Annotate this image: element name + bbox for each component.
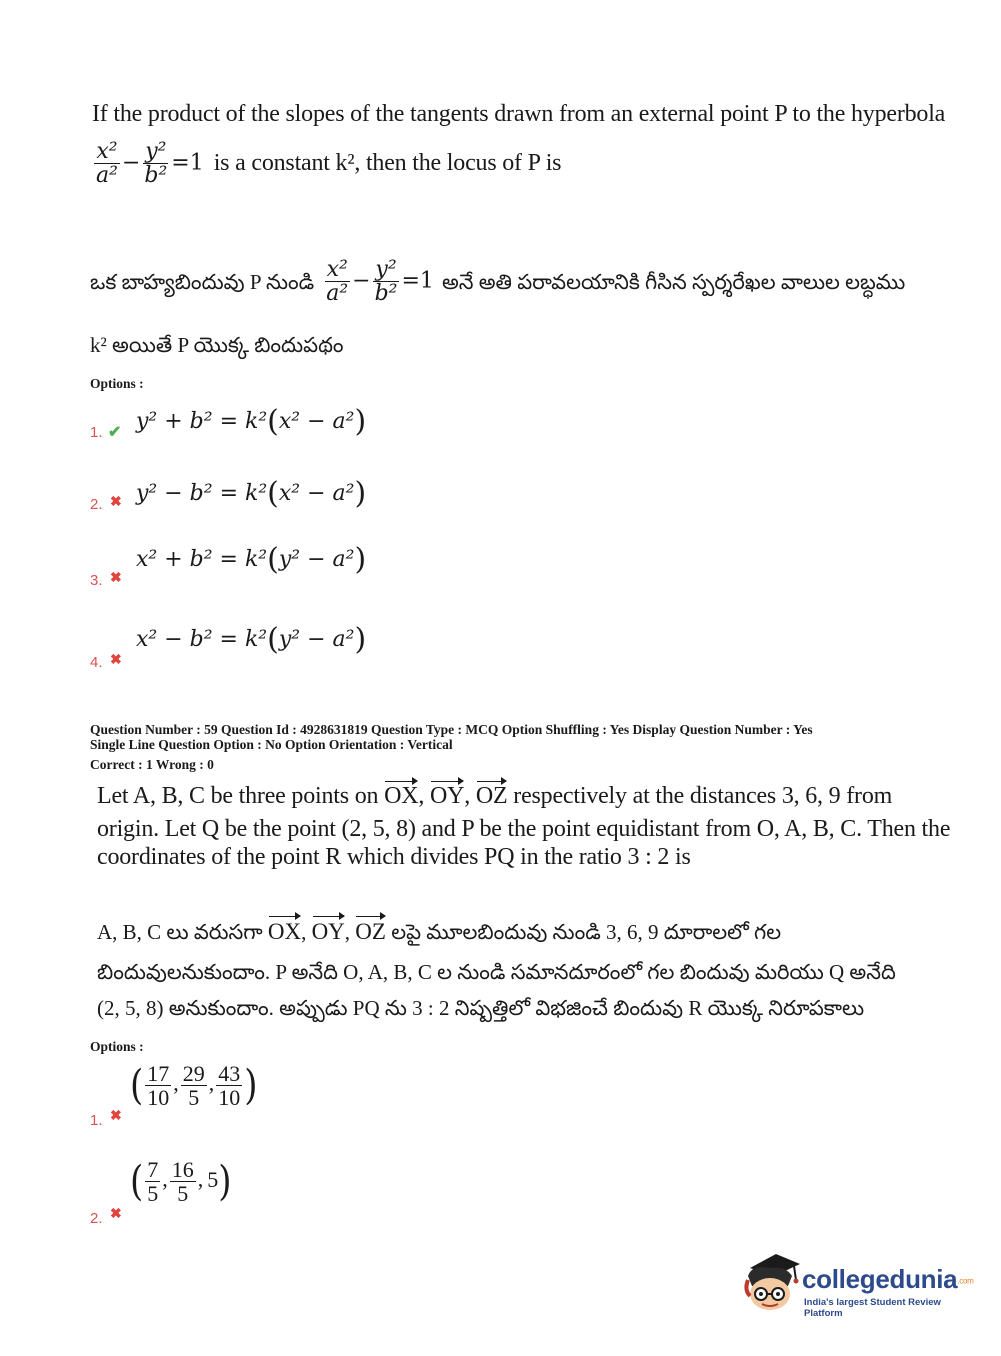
q59-option-2[interactable]: 2. ✖ ( $\frac{7}{5}$ , $\frac{16}{5}$ , 5) <box>90 1157 232 1227</box>
q58-options-label: Options : <box>90 376 144 391</box>
hyperbola-equation: $\frac{\text{x²}}{\text{a²}}$ − $\frac{\text{y²}}{\text{b²}}$ =1 <box>96 139 204 189</box>
q58-text-en-line2 <box>92 140 561 187</box>
q58-text-te-line1: ఒక బాహ్యబిందువు P నుండి $\frac{\text{x²}}{\text{a²}}$ − $\frac{\text{y²}}{\text{b²}}$ =1 అనే అతి పరావలయానికి గీసిన స్పర్శరేఖల వాలుల లబ్ధము <box>90 257 906 307</box>
mascot-icon <box>742 1250 802 1312</box>
wrong-cross-icon: ✖ <box>110 1207 122 1222</box>
correct-check-icon: ✔ <box>108 424 122 441</box>
q59-text-en-line2: origin. Let Q be the point (2, 5, 8) and P be the point equidistant from O, A, B, C. Then the <box>97 816 951 842</box>
q58-option-2[interactable]: 2. ✖ y² − b² = k²(x² − a²) <box>90 476 367 513</box>
q59-meta-line1: Question Number : 59 Question Id : 4928631819 Question Type : MCQ Option Shuffling : Yes Display Question Number : Yes <box>90 722 813 737</box>
q58-option-4[interactable]: 4. ✖ x² − b² = k²(y² − a²) <box>90 622 367 671</box>
wrong-cross-icon: ✖ <box>110 495 122 510</box>
q58-text-te-line2: k² అయితే P యొక్క బిందుపథం <box>90 333 344 357</box>
q58-text-en-line1: If the product of the slopes of the tangents drawn from an external point P to the hyperbola <box>92 101 946 127</box>
q59-text-te-line1: A, B, C లు వరుసగా OX, OY, OZ లపై మూలబిందువు నుండి 3, 6, 9 దూరాలలో గల <box>97 915 781 949</box>
q59-meta-line3: Correct : 1 Wrong : 0 <box>90 757 214 772</box>
wrong-cross-icon: ✖ <box>110 653 122 668</box>
wrong-cross-icon: ✖ <box>110 1109 122 1124</box>
vector-oz: OZ <box>476 780 508 813</box>
q58-locus-text: is a constant k², then the locus of P is <box>213 150 562 177</box>
collegedunia-logo[interactable] <box>742 1250 972 1320</box>
q59-option-1[interactable]: 1. ✖ ( $\frac{17}{10}$ , $\frac{29}{5}$ , $\frac{43}{10}$ ) <box>90 1061 258 1129</box>
q59-text-en-line1: Let A, B, C be three points on OX, OY, OZ respectively at the distances 3, 6, 9 from <box>97 780 892 813</box>
logo-tagline: India's largest Student Review Platform <box>804 1297 941 1319</box>
vector-ox: OX <box>384 780 418 813</box>
vector-oy: OY <box>430 780 464 813</box>
q59-options-label: Options : <box>90 1039 144 1054</box>
logo-name: collegedunia.com <box>802 1264 974 1294</box>
q59-text-te-line2: బిందువులనుకుందాం. P అనేది O, A, B, C ల నుండి సమానదూరంలో గల బిందువు మరియు Q అనేది <box>97 960 896 984</box>
q59-text-te-line3: (2, 5, 8) అనుకుందాం. అప్పుడు PQ ను 3 : 2 నిష్పత్తిలో విభజించే బిందువు R యొక్క నిరూపకాలు <box>97 996 865 1020</box>
hyperbola-equation-te: $\frac{\text{x²}}{\text{a²}}$ − $\frac{\text{y²}}{\text{b²}}$ =1 <box>326 257 434 307</box>
wrong-cross-icon: ✖ <box>110 571 122 586</box>
q59-text-en-line3: coordinates of the point R which divides PQ in the ratio 3 : 2 is <box>97 844 691 870</box>
q59-meta-line2: Single Line Question Option : No Option Orientation : Vertical <box>90 737 453 752</box>
q58-option-1[interactable]: 1. ✔ y² + b² = k²(x² − a²) <box>90 404 367 441</box>
q58-option-3[interactable]: 3. ✖ x² + b² = k²(y² − a²) <box>90 542 367 589</box>
